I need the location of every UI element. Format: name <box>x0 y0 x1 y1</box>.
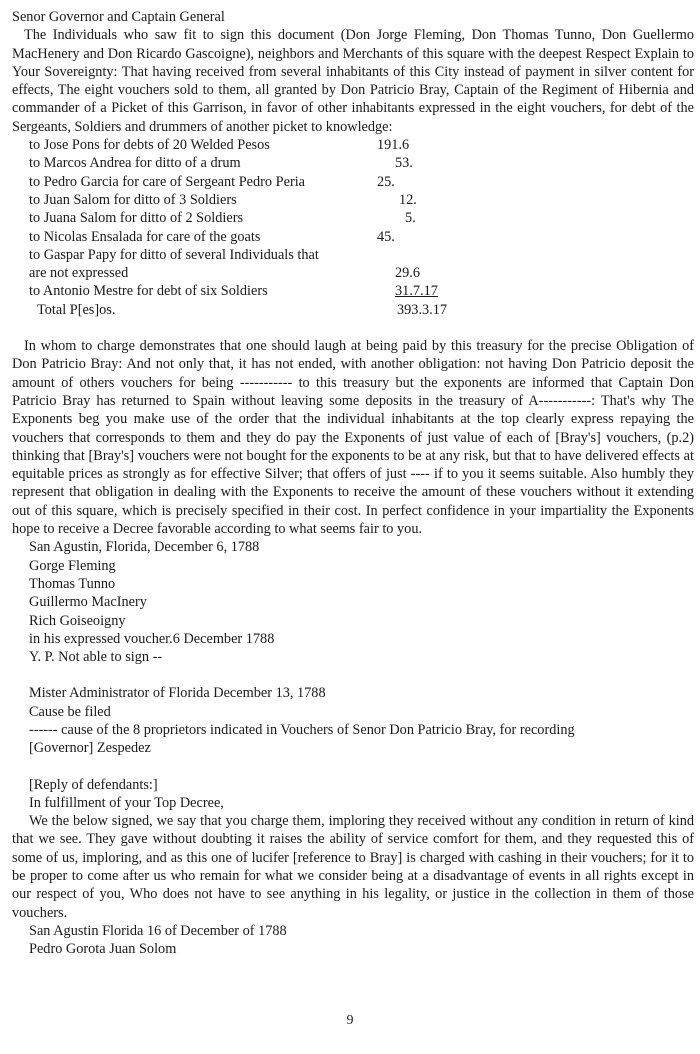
voucher-row <box>29 191 495 209</box>
signature-line: Thomas Tunno <box>29 575 116 592</box>
voucher-amount: 191.6 <box>377 137 410 154</box>
signature-line: Gorge Fleming <box>29 557 116 574</box>
total-amount: 393.3.17 <box>397 301 448 318</box>
voucher-row <box>29 154 495 172</box>
decree-line: ------ cause of the 8 proprietors indicated in Vouchers of Senor Don Patricio Bray, for recording <box>29 721 575 738</box>
voucher-row <box>29 136 495 154</box>
voucher-amount: 29.6 <box>395 265 421 282</box>
signature-line: Guillermo MacInery <box>29 594 147 611</box>
argument-paragraph: In whom to charge demonstrates that one should laugh at being paid by this treasury for the precise Obligation of Don Patricio Bray: And not only that, it has not ended, with another obligation: not having Don Patricio deposit the amount of others vouchers for being ----------- to this treasury but the exponents are informed that Captain Don Patricio Bray has returned to Spain without leaving some deposits in the treasury of A-----------: That's why The Exponents beg you make use of the order that the individual inhabitants at the top clearly express repaying the vouchers that corresponds to them and they do pay the Exponents of just value of each of [Bray's] vouchers, (p.2) thinking that [Bray's] vouchers were not bought for the exponents to be at any risk, but that to have delivered effects at equitable prices as strongly as for effective Silver; that offers of just ---- if to you it seems suitable. Also humbly they represent that obligation in dealing with the Exponents to receive the amount of these vouchers without it extending out of this square, which is precisely specified in their cost. In perfect confidence in your impartiality the Exponents hope to receive a Decree favorable according to what seems fair to you. <box>12 338 694 538</box>
voucher-amount: 45. <box>377 228 395 245</box>
voucher-description: to Juana Salom for ditto of 2 Soldiers <box>29 210 244 227</box>
voucher-description: to Antonio Mestre for debt of six Soldiers <box>29 283 268 300</box>
voucher-row <box>29 264 495 282</box>
reply-signers: Pedro Gorota Juan Solom <box>29 941 177 958</box>
voucher-description: to Nicolas Ensalada for care of the goats <box>29 228 261 245</box>
voucher-ledger <box>29 136 495 319</box>
voucher-row <box>29 282 495 300</box>
ledger-total-row <box>29 301 495 319</box>
reply-heading: [Reply of defendants:] <box>29 776 158 793</box>
signature-line: Y. P. Not able to sign -- <box>29 649 163 666</box>
signature-line: in his expressed voucher.6 December 1788 <box>29 630 275 647</box>
voucher-description: to Jose Pons for debts of 20 Welded Pesos <box>29 137 270 154</box>
salutation: Senor Governor and Captain General <box>12 9 225 25</box>
voucher-row <box>29 173 495 191</box>
signature-line: Rich Goiseoigny <box>29 612 126 629</box>
voucher-row <box>29 246 495 264</box>
signature-block <box>12 538 694 666</box>
reply-intro: In fulfillment of your Top Decree, <box>29 794 224 811</box>
spacer <box>12 319 694 337</box>
voucher-amount: 31.7.17 <box>395 283 438 300</box>
voucher-amount: 5. <box>405 210 416 227</box>
decree-line: [Governor] Zespedez <box>29 740 151 757</box>
decree-block <box>12 684 694 757</box>
petition-paragraph: The Individuals who saw fit to sign this document (Don Jorge Fleming, Don Thomas Tunno, Don Guellermo MacHenery and Don Ricardo Gascoigne), neighbors and Merchants of this square with the deepest Respect Explain to Your Sovereignty: That having received from several inhabitants of this City instead of payment in silver content for effects, The eight vouchers sold to them, all granted by Don Patricio Bray, Captain of the Regiment of Hibernia and commander of a Picket of this Garrison, in favor of other inhabitants expressed in the eight vouchers, for debt of the Sergeants, Soldiers and drummers of another picket to knowledge: <box>12 27 694 135</box>
reply-place-date: San Agustin Florida 16 of December of 1788 <box>29 922 287 939</box>
page-number: 9 <box>346 1013 354 1028</box>
voucher-description: to Pedro Garcia for care of Sergeant Pedro Peria <box>29 173 306 190</box>
voucher-description: to Marcos Andrea for ditto of a drum <box>29 155 241 172</box>
voucher-amount: 25. <box>377 173 395 190</box>
spacer <box>12 758 694 776</box>
decree-line: Mister Administrator of Florida December 13, 1788 <box>29 685 326 702</box>
decree-line: Cause be filed <box>29 703 111 720</box>
voucher-description: to Juan Salom for ditto of 3 Soldiers <box>29 191 237 208</box>
voucher-amount: 12. <box>399 191 417 208</box>
signature-line: San Agustin, Florida, December 6, 1788 <box>29 539 260 556</box>
voucher-row <box>29 209 495 227</box>
voucher-amount: 53. <box>395 155 413 172</box>
reply-paragraph: We the below signed, we say that you charge them, imploring they received without any condition in return of kind that we see. They gave without doubting it raises the ability of service comfort for them, and they requested this of some of us, imploring, and as this one of lucifer [reference to Bray] is charged with cashing in their vouchers; for it to be proper to come after us who remain for what we consider being at a disadvantage of events in all rights except in our respect of you, Who does not have to see anything in his legality, or justice in the collection in them of those vouchers. <box>12 813 694 921</box>
total-label: Total P[es]os. <box>37 301 116 318</box>
voucher-description: to Gaspar Papy for ditto of several Individuals that <box>29 246 319 263</box>
voucher-amount <box>377 246 495 264</box>
spacer <box>12 666 694 684</box>
voucher-row <box>29 228 495 246</box>
voucher-description: are not expressed <box>29 265 129 282</box>
